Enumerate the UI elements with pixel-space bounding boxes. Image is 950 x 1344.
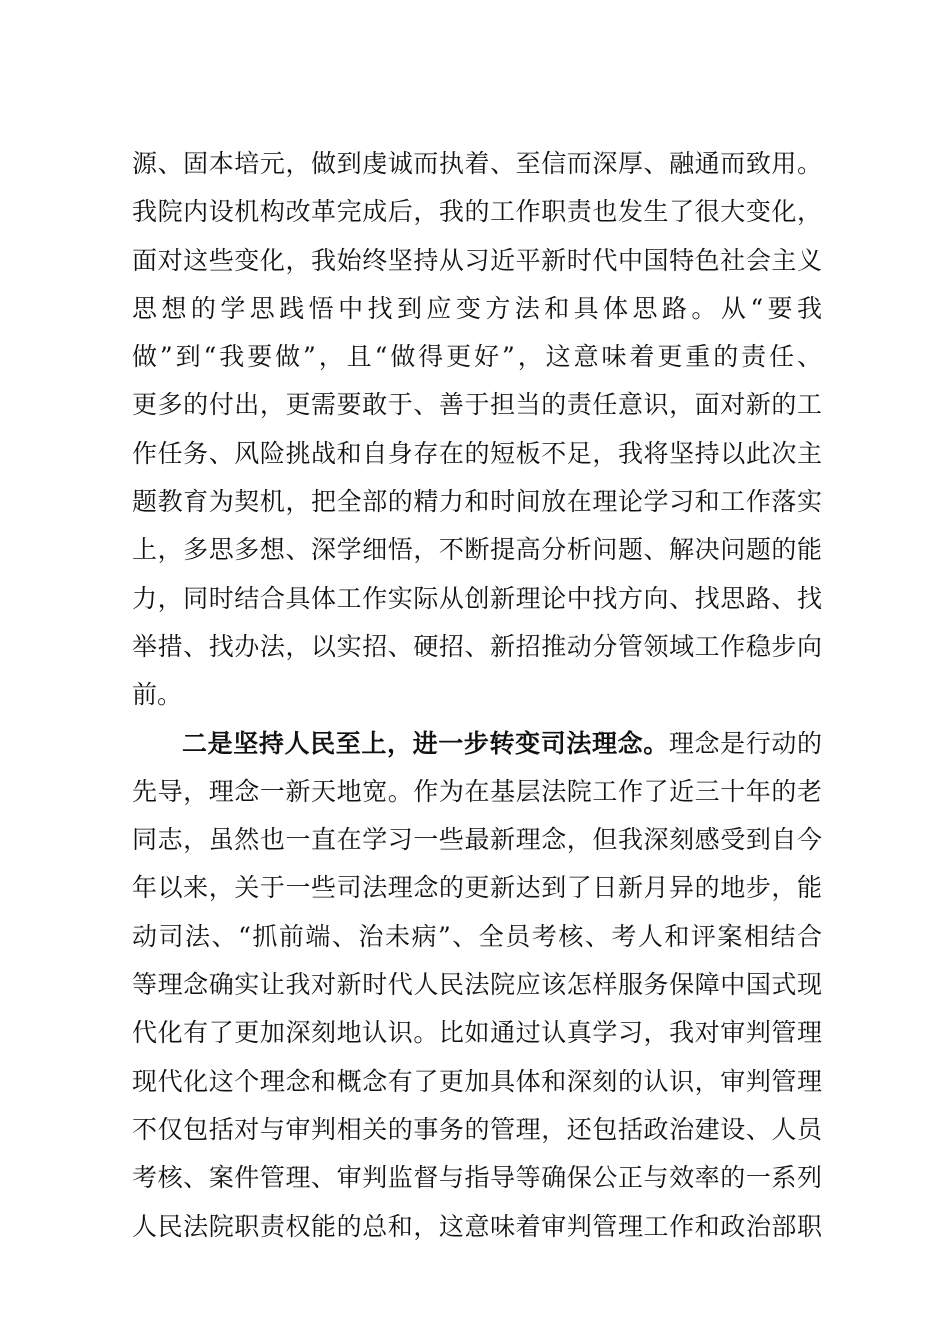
text-line: 动司法、“抓前端、治未病”、全员考核、考人和评案相结合: [132, 921, 822, 951]
text-line: 力，同时结合具体工作实际从创新理论中找方向、找思路、找: [132, 583, 822, 613]
text-line: 题教育为契机，把全部的精力和时间放在理论学习和工作落实: [132, 487, 822, 517]
text-line: 先导，理念一新天地宽。作为在基层法院工作了近三十年的老: [132, 776, 822, 806]
paragraph-heading: 二是坚持人民至上，进一步转变司法理念。: [182, 728, 669, 758]
text-line: 不仅包括对与审判相关的事务的管理，还包括政治建设、人员: [132, 1114, 822, 1144]
text-line: 年以来，关于一些司法理念的更新达到了日新月异的地步，能: [132, 873, 822, 903]
text-line: 同志，虽然也一直在学习一些最新理念，但我深刻感受到自今: [132, 825, 822, 855]
text-line: 现代化这个理念和概念有了更加具体和深刻的认识，审判管理: [132, 1066, 822, 1096]
paragraph-1: [132, 140, 822, 720]
text-line: 考核、案件管理、审判监督与指导等确保公正与效率的一系列: [132, 1163, 822, 1193]
text-line: 思想的学思践悟中找到应变方法和具体思路。从“要我: [132, 293, 822, 323]
text-line: 代化有了更加深刻地认识。比如通过认真学习，我对审判管理: [132, 1018, 822, 1048]
text-line: 前。: [132, 680, 183, 710]
text-line: 做”到“我要做”，且“做得更好”，这意味着更重的责任、: [132, 342, 822, 372]
text-line: 更多的付出，更需要敢于、善于担当的责任意识，面对新的工: [132, 390, 822, 420]
text-line: 举措、找办法，以实招、硬招、新招推动分管领域工作稳步向: [132, 631, 822, 661]
paragraph-2-first-line-rest: 理念是行动的: [668, 728, 822, 758]
text-line: 上，多思多想、深学细悟，不断提高分析问题、解决问题的能: [132, 535, 822, 565]
text-line: 等理念确实让我对新时代人民法院应该怎样服务保障中国式现: [132, 970, 822, 1000]
text-line: 人民法院职责权能的总和，这意味着审判管理工作和政治部职: [132, 1211, 822, 1241]
text-line: 源、固本培元，做到虔诚而执着、至信而深厚、融通而致用。: [132, 149, 822, 178]
text-line: 面对这些变化，我始终坚持从习近平新时代中国特色社会主义: [132, 245, 822, 275]
text-line: 作任务、风险挑战和自身存在的短板不足，我将坚持以此次主: [132, 438, 822, 468]
paragraph-2-first-line: [132, 720, 822, 768]
document-body: [132, 140, 822, 1251]
paragraph-2: [132, 720, 822, 1251]
text-line: 我院内设机构改革完成后，我的工作职责也发生了很大变化，: [132, 197, 822, 227]
